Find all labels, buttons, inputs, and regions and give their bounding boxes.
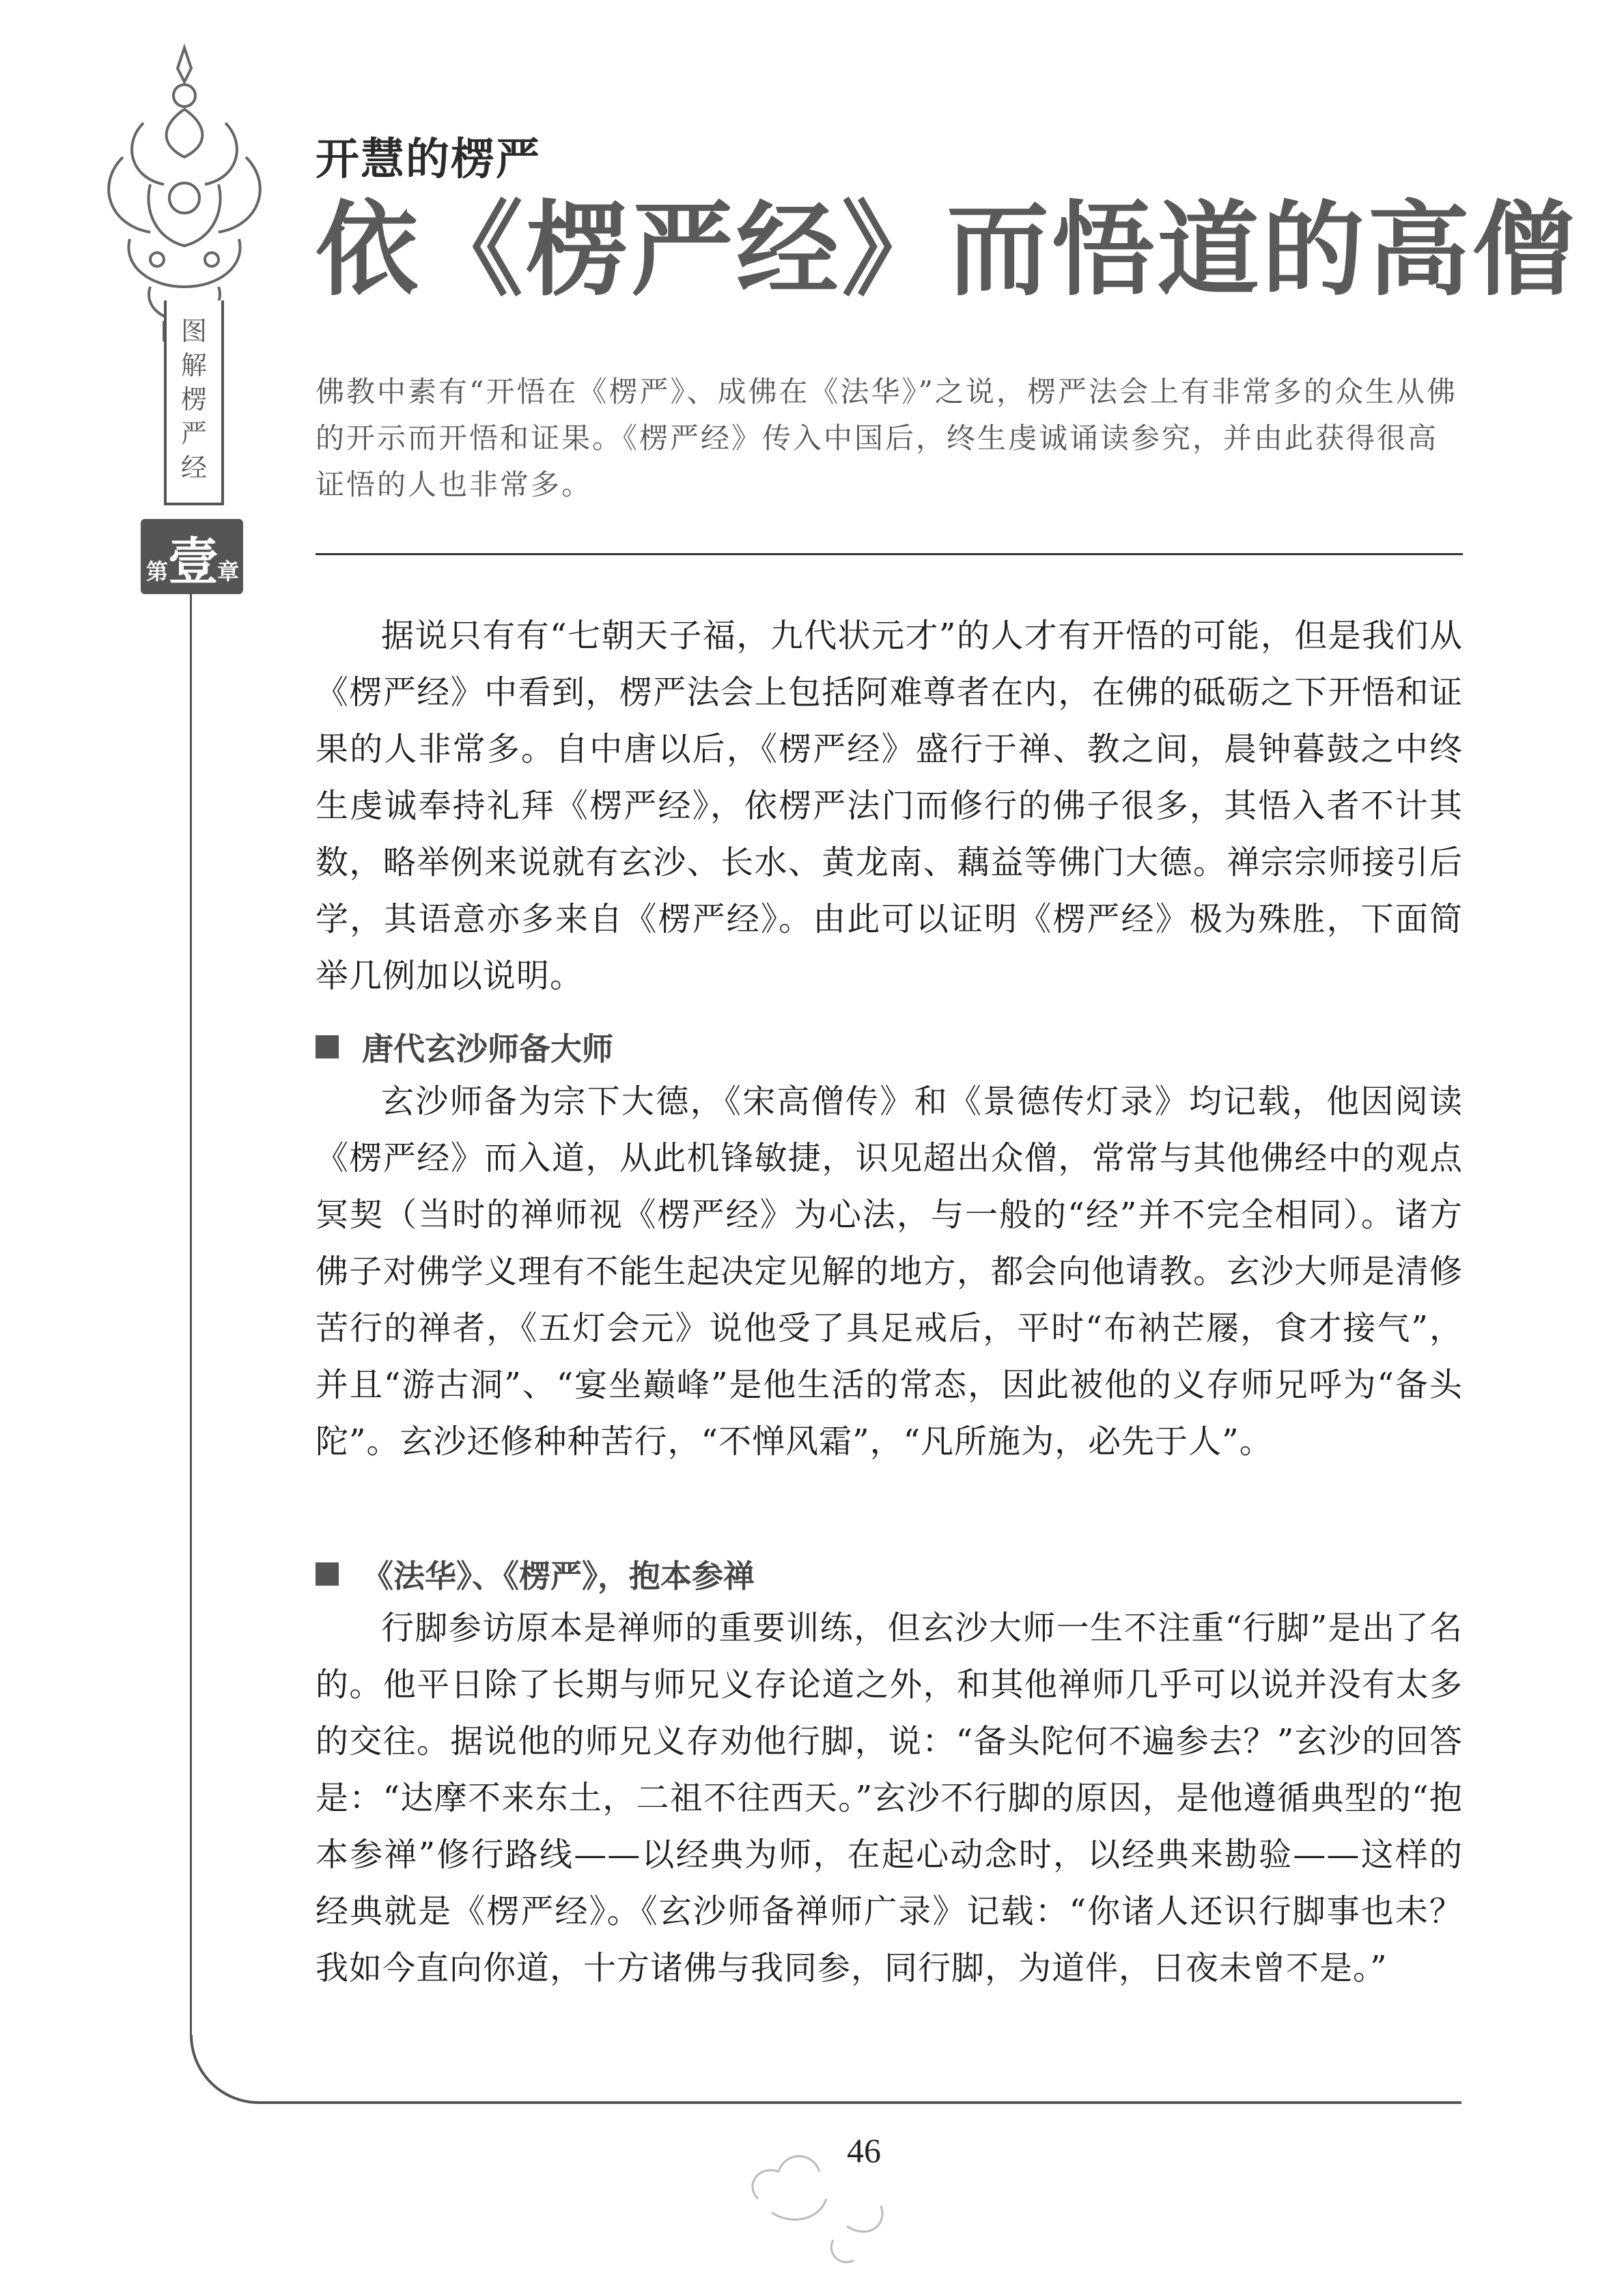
side-tab-book-title bbox=[164, 300, 224, 505]
subheading-2 bbox=[316, 1552, 755, 1597]
margin-line bbox=[190, 594, 192, 2035]
bottom-rule bbox=[266, 2101, 1461, 2104]
header-rule bbox=[316, 553, 1463, 555]
subheading-1 bbox=[316, 1024, 613, 1069]
chapter-badge bbox=[141, 519, 243, 594]
side-tab-char: 严 bbox=[180, 419, 207, 449]
chapter-number: 壹 bbox=[168, 533, 219, 591]
body-paragraph-2: 玄沙师备为宗下大德，《宋高僧传》和《景德传灯录》均记载，他因阅读《楞严经》而入道，从此机锋敏捷，识见超出众僧，常常与其他佛经中的观点冥契（当时的禅师视《楞严经》为心法，与一般的“经”并不完全相同）。诸方佛子对佛学义理有不能生起决定见解的地方，都会向他请教。玄沙大师是清修苦行的禅者，《五灯会元》说他受了具足戒后，平时“布衲芒屦，食才接气”，并且“游古洞”、“宴坐巅峰”是他生活的常态，因此被他的义存师兄呼为“备头陀”。玄沙还修种种苦行，“不惮风霜”，“凡所施为，必先于人”。 bbox=[316, 1082, 1463, 1461]
page-number: 46 bbox=[847, 2131, 881, 2170]
cloud-ornament-icon bbox=[731, 2124, 936, 2274]
lotus-ornament-icon bbox=[82, 41, 287, 341]
subheading-text: 唐代玄沙师备大师 bbox=[362, 1030, 613, 1067]
margin-corner bbox=[190, 2035, 272, 2104]
square-bullet-icon bbox=[316, 1035, 339, 1058]
side-tab-char: 楞 bbox=[180, 384, 207, 415]
chapter-prefix: 第 bbox=[146, 559, 169, 585]
chapter-suffix: 章 bbox=[217, 559, 240, 585]
side-tab-char: 图 bbox=[180, 316, 207, 346]
page-title: 依《楞严经》而悟道的高僧 bbox=[316, 191, 1578, 310]
section-label: 开慧的楞严 bbox=[316, 135, 541, 185]
body-paragraph-1: 据说只有有“七朝天子福，九代状元才”的人才有开悟的可能，但是我们从《楞严经》中看到，楞严法会上包括阿难尊者在内，在佛的砥砺之下开悟和证果的人非常多。自中唐以后，《楞严经》盛行于禅、教之间，晨钟暮鼓之中终生虔诚奉持礼拜《楞严经》，依楞严法门而修行的佛子很多，其悟入者不计其数，略举例来说就有玄沙、长水、黄龙南、藕益等佛门大德。禅宗宗师接引后学，其语意亦多来自《楞严经》。由此可以证明《楞严经》极为殊胜，下面简举几例加以说明。 bbox=[316, 617, 1463, 995]
body-paragraph-3: 行脚参访原本是禅师的重要训练，但玄沙大师一生不注重“行脚”是出了名的。他平日除了长期与师兄义存论道之外，和其他禅师几乎可以说并没有太多的交往。据说他的师兄义存劝他行脚，说：“备头陀何不遍参去？”玄沙的回答是：“达摩不来东土，二祖不往西天。”玄沙不行脚的原因，是他遵循典型的“抱本参禅”修行路线——以经典为师，在起心动念时，以经典来勘验——这样的经典就是《楞严经》。《玄沙师备禅师广录》记载：“你诸人还识行脚事也未？我如今直向你道，十方诸佛与我同参，同行脚，为道伴，日夜未曾不是。” bbox=[316, 1609, 1463, 1987]
subheading-text: 《法华》、《楞严》，抱本参禅 bbox=[362, 1558, 755, 1595]
intro-paragraph: 佛教中素有“开悟在《楞严》、成佛在《法华》”之说，楞严法会上有非常多的众生从佛的开示而开悟和证果。《楞严经》传入中国后，终生虔诚诵读参究，并由此获得很高证悟的人也非常多。 bbox=[316, 375, 1457, 501]
side-tab-char: 经 bbox=[180, 453, 207, 483]
square-bullet-icon bbox=[316, 1562, 339, 1586]
side-tab-char: 解 bbox=[180, 350, 207, 380]
